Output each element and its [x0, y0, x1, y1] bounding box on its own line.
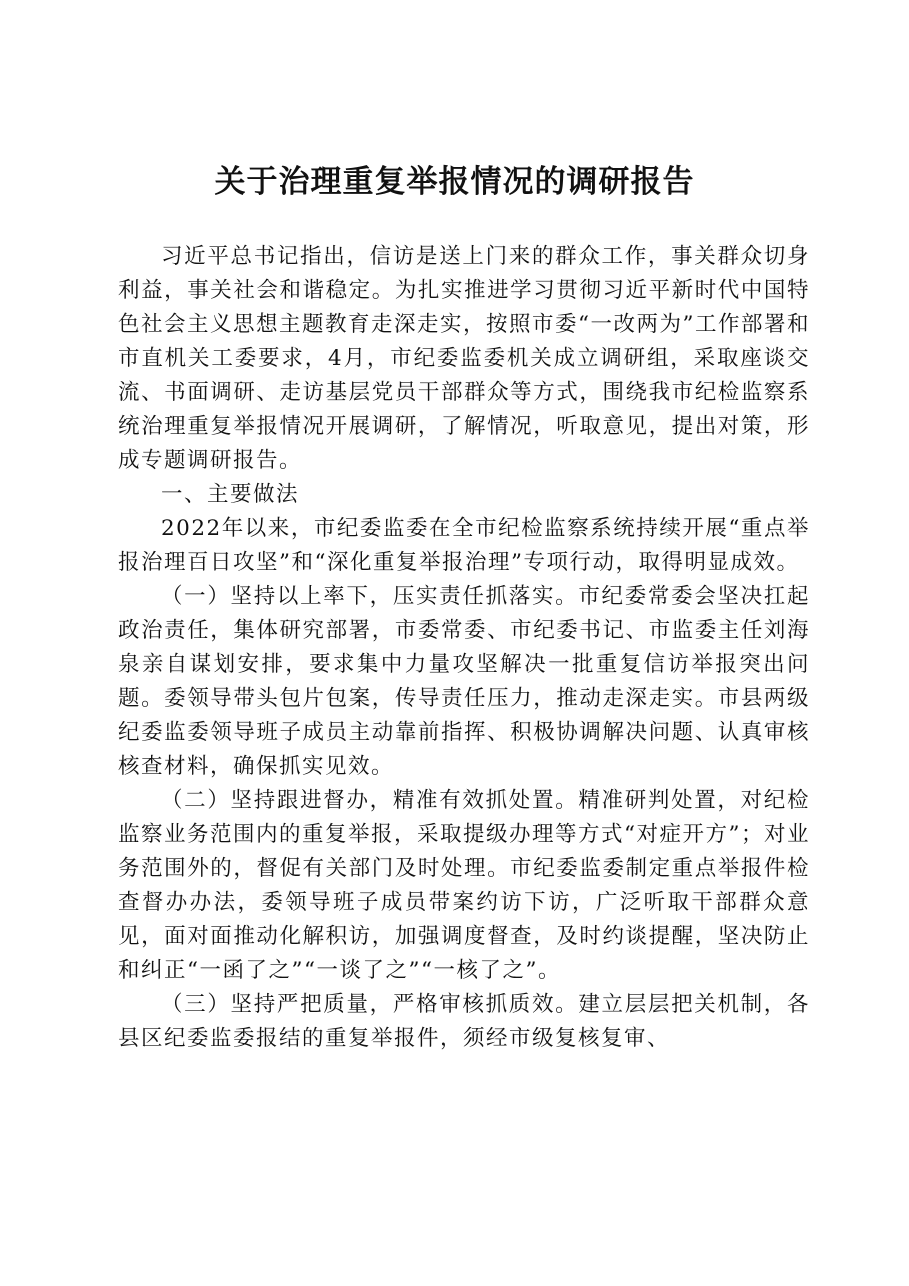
paragraph-intro: 习近平总书记指出，信访是送上门来的群众工作，事关群众切身利益，事关社会和谐稳定。为扎实推进学习贯彻习近平新时代中国特色社会主义思想主题教育走深走实，按照市委“一改两为”工作部署和市直机关工委要求，4月，市纪委监委机关成立调研组，采取座谈交流、书面调研、走访基层党员干部群众等方式，围绕我市纪检监察系统治理重复举报情况开展调研，了解情况，听取意见，提出对策，形成专题调研报告。 [118, 244, 810, 473]
paragraph-point-3: （三）坚持严把质量，严格审核抓质效。建立层层把关机制，各县区纪委监委报结的重复举报件，须经市级复核复审、 [118, 992, 810, 1051]
paragraph-point-2: （二）坚持跟进督办，精准有效抓处置。精准研判处置，对纪检监察业务范围内的重复举报，采取提级办理等方式“对症开方”；对业务范围外的，督促有关部门及时处理。市纪委监委制定重点举报件检查督办办法，委领导班子成员带案约访下访，广泛听取干部群众意见，面对面推动化解积访，加强调度督查，及时约谈提醒，坚决防止和纠正“一函了之”“一谈了之”“一核了之”。 [118, 788, 810, 983]
section-heading-main-practices: 一、主要做法 [161, 482, 300, 507]
paragraph-overview: 2022年以来，市纪委监委在全市纪检监察系统持续开展“重点举报治理百日攻坚”和“深化重复举报治理”专项行动，取得明显成效。 [118, 516, 810, 575]
document-title: 关于治理重复举报情况的调研报告 [214, 164, 695, 200]
paragraph-point-1: （一）坚持以上率下，压实责任抓落实。市纪委常委会坚决扛起政治责任，集体研究部署，市委常委、市纪委书记、市监委主任刘海泉亲自谋划安排，要求集中力量攻坚解决一批重复信访举报突出问题。委领导带头包片包案，传导责任压力，推动走深走实。市县两级纪委监委领导班子成员主动靠前指挥、积极协调解决问题、认真审核核查材料，确保抓实见效。 [118, 584, 810, 779]
document-body [118, 240, 810, 1056]
